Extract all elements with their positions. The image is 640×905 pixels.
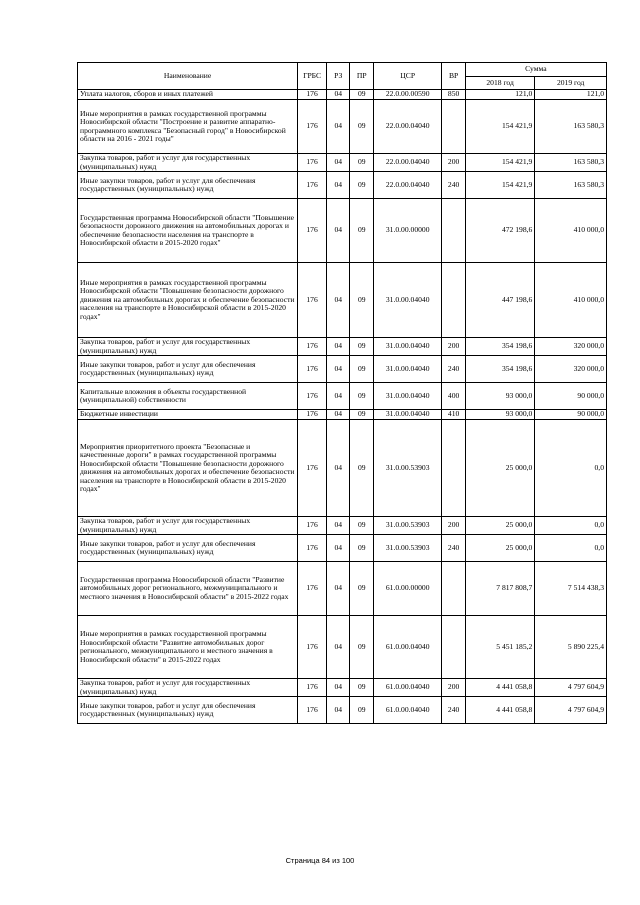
cell-grbs: 176	[298, 616, 327, 679]
cell-name: Закупка товаров, работ и услуг для государственных (муниципальных) нужд	[78, 154, 298, 172]
cell-name: Бюджетные инвестиции	[78, 410, 298, 420]
table-row	[78, 517, 607, 535]
cell-grbs: 176	[298, 562, 327, 616]
table-body	[78, 90, 607, 724]
cell-name: Мероприятия приоритетного проекта "Безопасные и качественные дороги" в рамках государственной программы Новосибирской области "Повышение безопасности дорожного движения на автомобильных дорогах и обеспечение безопасности населения на транспорте в Новосибирской области в 2015-2020 годах"	[78, 420, 298, 517]
table-row	[78, 172, 607, 199]
cell-name: Иные закупки товаров, работ и услуг для обеспечения государственных (муниципальных) нужд	[78, 356, 298, 383]
cell-pr: 09	[350, 90, 374, 100]
cell-csr: 61.0.00.04040	[373, 679, 441, 697]
table-row	[78, 263, 607, 338]
cell-rz: 04	[326, 100, 350, 154]
cell-pr: 09	[350, 679, 374, 697]
cell-s2019: 4 797 604,9	[535, 697, 607, 724]
cell-s2018: 25 000,0	[465, 535, 534, 562]
cell-s2019: 5 890 225,4	[535, 616, 607, 679]
cell-name: Иные мероприятия в рамках государственной программы Новосибирской области "Развитие автомобильных дорог регионального, межмуниципального и местного значения в Новосибирской области" в 2015-2022 годах	[78, 616, 298, 679]
cell-grbs: 176	[298, 263, 327, 338]
cell-vr: 200	[442, 517, 466, 535]
cell-rz: 04	[326, 517, 350, 535]
cell-vr: 200	[442, 679, 466, 697]
cell-pr: 09	[350, 410, 374, 420]
cell-grbs: 176	[298, 697, 327, 724]
table-row	[78, 383, 607, 410]
cell-csr: 31.0.00.53903	[373, 535, 441, 562]
cell-pr: 09	[350, 383, 374, 410]
cell-grbs: 176	[298, 199, 327, 263]
header-vr: ВР	[442, 63, 466, 90]
cell-grbs: 176	[298, 100, 327, 154]
cell-pr: 09	[350, 172, 374, 199]
cell-s2019: 163 580,3	[535, 172, 607, 199]
cell-grbs: 176	[298, 172, 327, 199]
table-row	[78, 100, 607, 154]
cell-s2019: 0,0	[535, 420, 607, 517]
cell-name: Закупка товаров, работ и услуг для государственных (муниципальных) нужд	[78, 679, 298, 697]
cell-csr: 22.0.00.04040	[373, 100, 441, 154]
cell-pr: 09	[350, 616, 374, 679]
cell-vr	[442, 562, 466, 616]
cell-pr: 09	[350, 199, 374, 263]
table-row	[78, 154, 607, 172]
cell-csr: 61.0.00.04040	[373, 697, 441, 724]
cell-pr: 09	[350, 535, 374, 562]
cell-s2019: 320 000,0	[535, 356, 607, 383]
cell-rz: 04	[326, 679, 350, 697]
cell-csr: 61.0.00.00000	[373, 562, 441, 616]
cell-pr: 09	[350, 263, 374, 338]
cell-s2018: 4 441 058,8	[465, 697, 534, 724]
cell-rz: 04	[326, 420, 350, 517]
cell-s2019: 121,0	[535, 90, 607, 100]
cell-s2018: 7 817 808,7	[465, 562, 534, 616]
cell-rz: 04	[326, 199, 350, 263]
cell-vr	[442, 100, 466, 154]
cell-s2019: 7 514 438,3	[535, 562, 607, 616]
cell-csr: 22.0.00.04040	[373, 154, 441, 172]
header-csr: ЦСР	[373, 63, 441, 90]
cell-s2018: 25 000,0	[465, 420, 534, 517]
cell-pr: 09	[350, 517, 374, 535]
cell-vr: 240	[442, 356, 466, 383]
cell-grbs: 176	[298, 679, 327, 697]
cell-csr: 31.0.00.53903	[373, 517, 441, 535]
cell-name: Иные закупки товаров, работ и услуг для обеспечения государственных (муниципальных) нужд	[78, 535, 298, 562]
cell-vr	[442, 263, 466, 338]
cell-grbs: 176	[298, 338, 327, 356]
cell-s2018: 5 451 185,2	[465, 616, 534, 679]
cell-s2019: 4 797 604,9	[535, 679, 607, 697]
cell-csr: 31.0.00.00000	[373, 199, 441, 263]
cell-name: Иные мероприятия в рамках государственной программы Новосибирской области "Повышение безопасности дорожного движения на автомобильных дорогах и обеспечение безопасности населения на транспорте в Новосибирской области в 2015-2020 годах"	[78, 263, 298, 338]
cell-vr: 240	[442, 172, 466, 199]
cell-csr: 31.0.00.04040	[373, 263, 441, 338]
cell-pr: 09	[350, 154, 374, 172]
table-row	[78, 535, 607, 562]
cell-s2019: 90 000,0	[535, 383, 607, 410]
cell-s2019: 410 000,0	[535, 199, 607, 263]
cell-grbs: 176	[298, 90, 327, 100]
cell-s2019: 410 000,0	[535, 263, 607, 338]
cell-grbs: 176	[298, 535, 327, 562]
cell-rz: 04	[326, 263, 350, 338]
cell-s2019: 320 000,0	[535, 338, 607, 356]
cell-s2018: 354 198,6	[465, 338, 534, 356]
cell-csr: 31.0.00.04040	[373, 383, 441, 410]
cell-s2019: 0,0	[535, 517, 607, 535]
cell-vr	[442, 616, 466, 679]
cell-s2018: 25 000,0	[465, 517, 534, 535]
cell-pr: 09	[350, 356, 374, 383]
cell-vr: 410	[442, 410, 466, 420]
cell-csr: 61.0.00.04040	[373, 616, 441, 679]
cell-vr	[442, 199, 466, 263]
cell-s2018: 93 000,0	[465, 410, 534, 420]
cell-rz: 04	[326, 338, 350, 356]
cell-s2018: 121,0	[465, 90, 534, 100]
cell-vr	[442, 420, 466, 517]
cell-pr: 09	[350, 562, 374, 616]
cell-s2018: 354 198,6	[465, 356, 534, 383]
cell-s2018: 447 198,6	[465, 263, 534, 338]
page-footer: Страница 84 из 100	[285, 856, 355, 865]
cell-csr: 22.0.00.00590	[373, 90, 441, 100]
cell-pr: 09	[350, 420, 374, 517]
cell-name: Капитальные вложения в объекты государственной (муниципальной) собственности	[78, 383, 298, 410]
header-rz: РЗ	[326, 63, 350, 90]
cell-rz: 04	[326, 356, 350, 383]
cell-grbs: 176	[298, 383, 327, 410]
cell-rz: 04	[326, 90, 350, 100]
table-row	[78, 616, 607, 679]
cell-s2018: 154 421,9	[465, 100, 534, 154]
cell-vr: 400	[442, 383, 466, 410]
cell-vr: 200	[442, 338, 466, 356]
cell-grbs: 176	[298, 154, 327, 172]
table-row	[78, 697, 607, 724]
header-grbs: ГРБС	[298, 63, 327, 90]
cell-s2019: 163 580,3	[535, 154, 607, 172]
header-name: Наименование	[78, 63, 298, 90]
cell-name: Закупка товаров, работ и услуг для государственных (муниципальных) нужд	[78, 338, 298, 356]
cell-name: Государственная программа Новосибирской области "Повышение безопасности дорожного движения на автомобильных дорогах и обеспечение безопасности населения на транспорте в Новосибирской области в 2015-2020 годах"	[78, 199, 298, 263]
table-row	[78, 199, 607, 263]
cell-rz: 04	[326, 172, 350, 199]
cell-rz: 04	[326, 383, 350, 410]
cell-rz: 04	[326, 410, 350, 420]
cell-name: Уплата налогов, сборов и иных платежей	[78, 90, 298, 100]
cell-csr: 22.0.00.04040	[373, 172, 441, 199]
cell-name: Иные закупки товаров, работ и услуг для обеспечения государственных (муниципальных) нужд	[78, 697, 298, 724]
header-pr: ПР	[350, 63, 374, 90]
cell-s2018: 93 000,0	[465, 383, 534, 410]
cell-name: Иные закупки товаров, работ и услуг для обеспечения государственных (муниципальных) нужд	[78, 172, 298, 199]
header-sum: Сумма	[465, 63, 606, 77]
cell-csr: 31.0.00.04040	[373, 356, 441, 383]
cell-rz: 04	[326, 535, 350, 562]
header-year-2019: 2019 год	[535, 77, 607, 90]
cell-csr: 31.0.00.04040	[373, 338, 441, 356]
table-row	[78, 679, 607, 697]
cell-name: Закупка товаров, работ и услуг для государственных (муниципальных) нужд	[78, 517, 298, 535]
cell-s2019: 163 580,3	[535, 100, 607, 154]
cell-rz: 04	[326, 697, 350, 724]
cell-s2018: 472 198,6	[465, 199, 534, 263]
cell-vr: 240	[442, 535, 466, 562]
cell-csr: 31.0.00.53903	[373, 420, 441, 517]
cell-pr: 09	[350, 100, 374, 154]
table-row	[78, 90, 607, 100]
header-year-2018: 2018 год	[465, 77, 534, 90]
cell-rz: 04	[326, 154, 350, 172]
cell-s2018: 4 441 058,8	[465, 679, 534, 697]
cell-s2019: 0,0	[535, 535, 607, 562]
cell-s2018: 154 421,9	[465, 154, 534, 172]
cell-vr: 200	[442, 154, 466, 172]
table-row	[78, 338, 607, 356]
table-row	[78, 562, 607, 616]
cell-vr: 240	[442, 697, 466, 724]
cell-grbs: 176	[298, 410, 327, 420]
table-row	[78, 410, 607, 420]
cell-name: Иные мероприятия в рамках государственной программы Новосибирской области "Построение и развитие аппаратно-программного комплекса "Безопасный город" в Новосибирской области на 2016 - 2021 годы"	[78, 100, 298, 154]
cell-grbs: 176	[298, 517, 327, 535]
cell-rz: 04	[326, 562, 350, 616]
cell-grbs: 176	[298, 356, 327, 383]
budget-table	[77, 62, 607, 724]
cell-csr: 31.0.00.04040	[373, 410, 441, 420]
cell-s2019: 90 000,0	[535, 410, 607, 420]
table-row	[78, 356, 607, 383]
table-row	[78, 420, 607, 517]
cell-pr: 09	[350, 697, 374, 724]
cell-rz: 04	[326, 616, 350, 679]
cell-pr: 09	[350, 338, 374, 356]
cell-vr: 850	[442, 90, 466, 100]
cell-s2018: 154 421,9	[465, 172, 534, 199]
cell-grbs: 176	[298, 420, 327, 517]
cell-name: Государственная программа Новосибирской области "Развитие автомобильных дорог регионального, межмуниципального и местного значения в Новосибирской области" в 2015-2022 годах	[78, 562, 298, 616]
